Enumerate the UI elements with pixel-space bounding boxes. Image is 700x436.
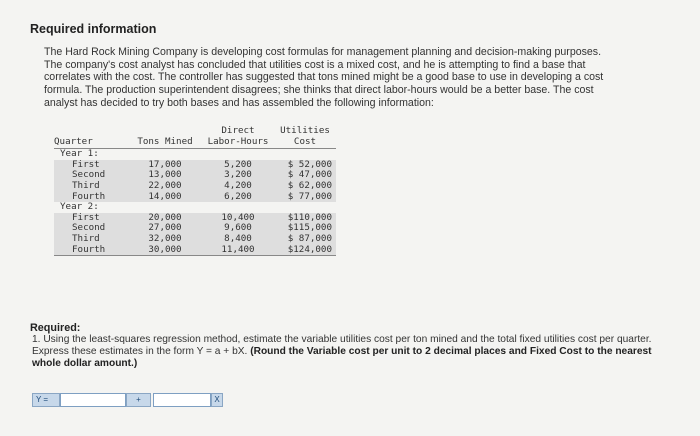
cost-cell: $124,000 bbox=[274, 245, 336, 256]
dlh-cell: 9,600 bbox=[224, 222, 252, 234]
dlh-cell: 5,200 bbox=[224, 158, 252, 170]
dlh-cell: 8,400 bbox=[224, 232, 252, 244]
quarter-cell: Fourth bbox=[72, 190, 106, 202]
header-utilities-bottom: Cost bbox=[274, 137, 336, 149]
cost-cell: $115,000 bbox=[287, 222, 332, 234]
page-heading: Required information bbox=[30, 22, 157, 36]
header-utilities-top: Utilities bbox=[280, 125, 330, 136]
dlh-cell: 11,400 bbox=[202, 245, 274, 256]
tons-cell: 20,000 bbox=[148, 211, 182, 223]
cost-cell: $ 62,000 bbox=[287, 179, 332, 191]
year-2-label: Year 2: bbox=[60, 201, 99, 213]
intro-paragraph bbox=[44, 46, 664, 110]
plus-label: + bbox=[126, 393, 151, 407]
dlh-cell: 4,200 bbox=[224, 179, 252, 191]
intro-line: analyst has decided to try both bases and has assembled the following information: bbox=[44, 96, 434, 109]
quarter-cell: Fourth bbox=[54, 245, 128, 256]
intro-line: correlates with the cost. The controller has suggested that tons mined might be a good base to use in developing a cost bbox=[44, 71, 604, 84]
quarter-cell: Third bbox=[72, 232, 100, 244]
table-row bbox=[54, 234, 336, 245]
intro-line: formula. The production superintendent disagrees; she thinks that direct labor-hours would be a better base. The cost bbox=[44, 84, 594, 97]
intro-line: The company's cost analyst has concluded that utilities cost is a mixed cost, and he is attempting to find a base that bbox=[44, 58, 586, 71]
fixed-cost-input[interactable] bbox=[60, 393, 126, 407]
cost-cell: $ 52,000 bbox=[287, 158, 332, 170]
dlh-cell: 3,200 bbox=[224, 169, 252, 181]
tons-cell: 32,000 bbox=[148, 232, 182, 244]
quarter-cell: First bbox=[72, 211, 100, 223]
answer-row bbox=[32, 393, 223, 407]
cost-cell: $ 87,000 bbox=[287, 232, 332, 244]
required-instructions bbox=[32, 334, 672, 371]
year-1-label: Year 1: bbox=[60, 148, 99, 160]
table-row bbox=[54, 181, 336, 192]
cost-cell: $ 77,000 bbox=[287, 190, 332, 202]
y-equals-label: Y = bbox=[32, 393, 60, 407]
quarter-cell: Second bbox=[72, 222, 106, 234]
table-row bbox=[54, 245, 336, 256]
required-title: Required: bbox=[30, 322, 81, 334]
variable-cost-input[interactable] bbox=[153, 393, 211, 407]
quarter-cell: First bbox=[72, 158, 100, 170]
x-variable-label: X bbox=[211, 393, 223, 407]
dlh-cell: 10,400 bbox=[221, 211, 255, 223]
quarter-cell: Third bbox=[72, 179, 100, 191]
required-text-plain: 1. Using the least-squares regression method, estimate the variable utilities cost per ton mined and the total fixed utilities cost per quarter. Express these estimates in the form Y = a + bX. bbox=[32, 334, 652, 358]
intro-line: The Hard Rock Mining Company is developing cost formulas for management planning and decision-making purposes. bbox=[44, 46, 602, 58]
header-quarter: Quarter bbox=[54, 137, 128, 149]
quarter-cell: Second bbox=[72, 169, 106, 181]
header-direct-bottom: Labor-Hours bbox=[202, 137, 274, 149]
tons-cell: 27,000 bbox=[148, 222, 182, 234]
cost-cell: $110,000 bbox=[287, 211, 332, 223]
dlh-cell: 6,200 bbox=[224, 190, 252, 202]
tons-cell: 13,000 bbox=[148, 169, 182, 181]
tons-cell: 30,000 bbox=[128, 245, 202, 256]
required-text-bold: (Round the Variable cost per unit to 2 decimal places and Fixed Cost to the nearest whole dollar amount.) bbox=[32, 346, 652, 370]
header-direct-top: Direct bbox=[221, 125, 255, 136]
tons-cell: 17,000 bbox=[148, 158, 182, 170]
cost-cell: $ 47,000 bbox=[287, 169, 332, 181]
data-table bbox=[54, 126, 336, 256]
tons-cell: 22,000 bbox=[148, 179, 182, 191]
tons-cell: 14,000 bbox=[148, 190, 182, 202]
header-tons-mined: Tons Mined bbox=[128, 137, 202, 149]
